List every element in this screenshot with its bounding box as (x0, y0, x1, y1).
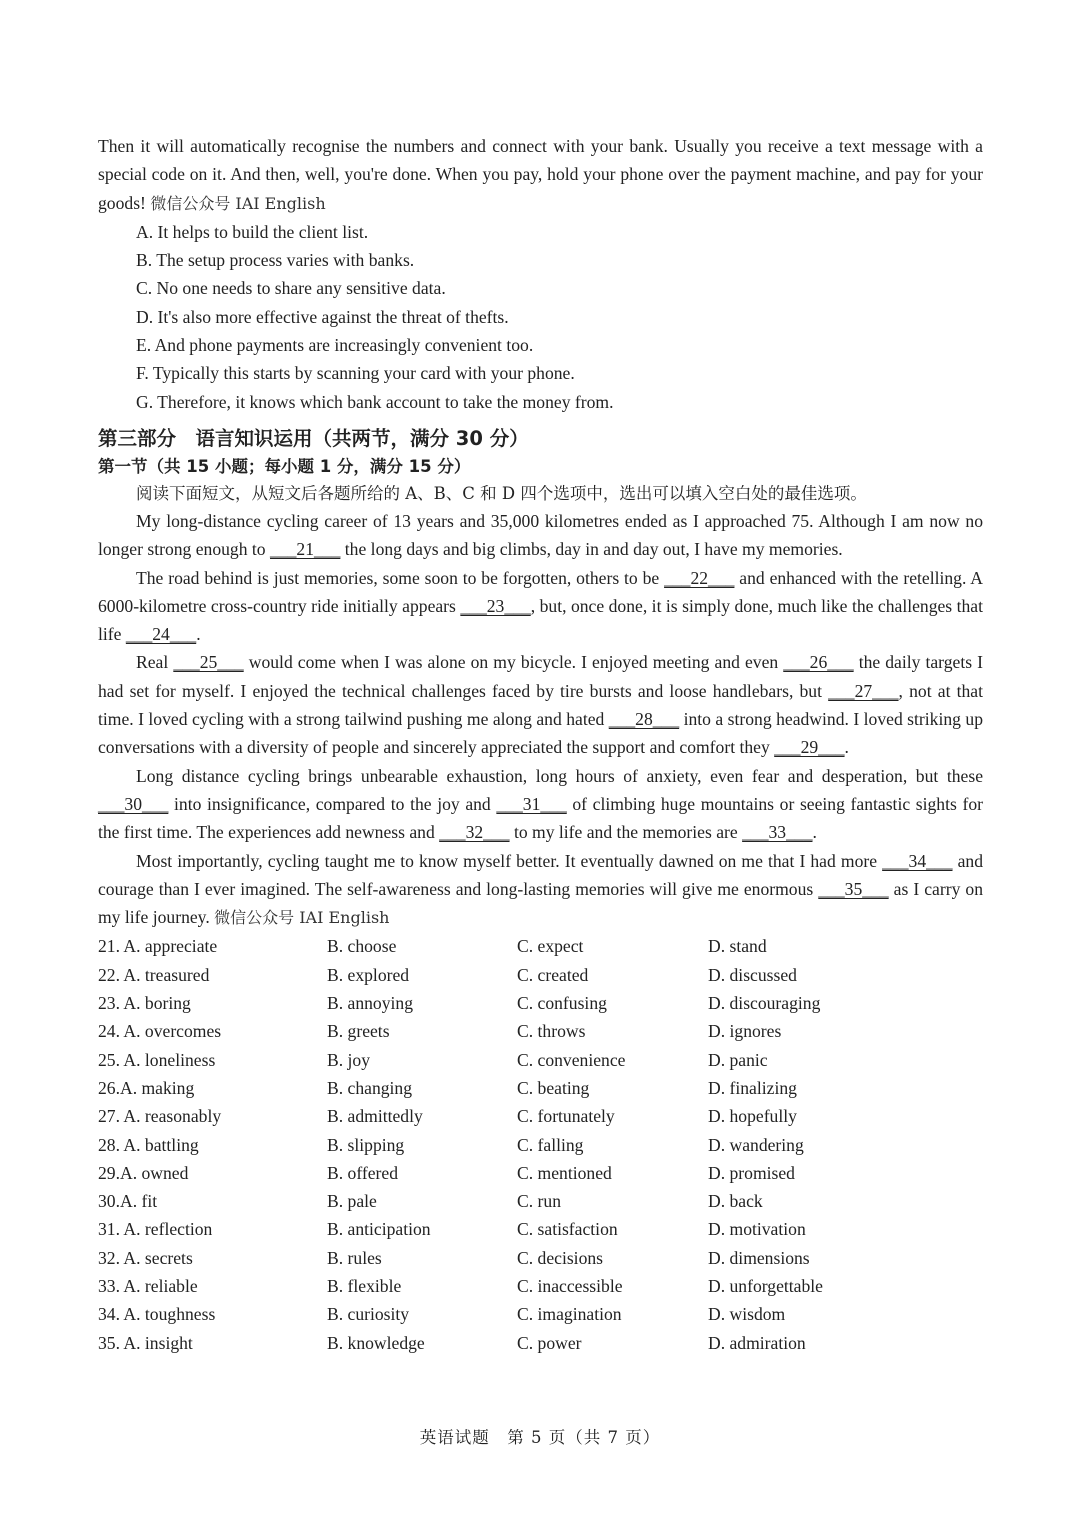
question-choice: D. finalizing (708, 1077, 797, 1098)
question-choice: C. convenience (517, 1049, 626, 1070)
question-row (98, 1244, 983, 1272)
question-row (98, 1102, 983, 1130)
question-choice: B. explored (327, 964, 410, 985)
options-list (98, 218, 983, 416)
instruction: 阅读下面短文，从短文后各题所给的 A、B、C 和 D 四个选项中，选出可以填入空白处的最佳选项。 (136, 483, 867, 503)
question-choice: D. admiration (708, 1332, 806, 1353)
question-row (98, 1017, 983, 1045)
question-choice: B. offered (327, 1162, 399, 1183)
question-row (98, 1300, 983, 1328)
blank-27: ___27___ (828, 680, 899, 701)
page-footer: 英语试题 第 5 页（共 7 页） (419, 1428, 661, 1447)
question-options-grid (98, 932, 983, 1356)
question-row (98, 1131, 983, 1159)
blank-28: ___28___ (608, 709, 680, 730)
question-choice: B. slipping (327, 1134, 405, 1155)
blank-35: ___35___ (818, 878, 889, 899)
question-choice: 24. A. overcomes (98, 1021, 222, 1042)
option-b: B. The setup process varies with banks. (136, 250, 415, 271)
question-row (98, 1074, 983, 1102)
question-choice: D. stand (708, 936, 767, 957)
question-choice: C. fortunately (517, 1106, 615, 1127)
question-row (98, 1329, 983, 1357)
blank-34: ___34___ (882, 850, 953, 871)
question-row (98, 961, 983, 989)
question-choice: B. pale (327, 1191, 377, 1212)
question-choice: C. decisions (517, 1247, 604, 1268)
passage-paragraph-2: The road behind is just memories, some soon to be forgotten, others to be ___22___ and enhanced with the retelling. A 6000-kilometre cross-country ride initially appears ___23___, but, once done, it is simply done, much like the challenges that life ___24___. (98, 567, 983, 645)
option-f: F. Typically this starts by scanning your card with your phone. (136, 363, 575, 384)
passage-paragraph-3: Real ___25___ would come when I was alone on my bicycle. I enjoyed meeting and even ___26___ the daily targets I had set for myself. I enjoyed the technical challenges faced by tire bursts and loose handlebars, but ___27___, not at that time. I loved cycling with a strong tailwind pushing me along and hated ___28___ into a strong headwind. I loved striking up conversations with a diversity of people and sincerely appreciated the support and comfort they ___29___. (98, 652, 984, 758)
question-choice: B. changing (327, 1077, 413, 1098)
question-choice: 30.A. fit (98, 1191, 158, 1212)
question-row (98, 1046, 983, 1074)
option-a: A. It helps to build the client list. (136, 221, 369, 242)
question-row (98, 1187, 983, 1215)
question-choice: B. anticipation (327, 1219, 431, 1240)
question-row (98, 1215, 983, 1243)
watermark: 微信公众号 IAI English (214, 908, 390, 928)
question-choice: C. confusing (517, 993, 607, 1014)
question-row (98, 989, 983, 1017)
question-choice: C. inaccessible (517, 1275, 623, 1296)
question-choice: D. back (708, 1191, 763, 1212)
question-choice: 31. A. reflection (98, 1219, 213, 1240)
passage-paragraph-1: My long-distance cycling career of 13 years and 35,000 kilometres ended as I approached 75. Although I am now no longer strong enough to ___21___ the long days and big climbs, day in and day out, I have my memories. (98, 510, 983, 560)
option-c: C. No one needs to share any sensitive data. (136, 278, 446, 299)
question-choice: C. power (517, 1332, 582, 1353)
blank-21: ___21___ (270, 539, 341, 560)
question-choice: C. created (517, 964, 589, 985)
question-choice: C. satisfaction (517, 1219, 618, 1240)
blank-31: ___31___ (496, 793, 567, 814)
question-row (98, 1272, 983, 1300)
question-choice: C. mentioned (517, 1162, 612, 1183)
question-choice: D. promised (708, 1162, 795, 1183)
question-choice: C. throws (517, 1021, 586, 1042)
question-choice: D. panic (708, 1049, 768, 1070)
blank-22: ___22___ (664, 567, 735, 588)
question-choice: 22. A. treasured (98, 964, 210, 985)
question-choice: C. expect (517, 936, 584, 957)
question-choice: B. knowledge (327, 1332, 425, 1353)
question-choice: B. curiosity (327, 1304, 410, 1325)
question-choice: C. falling (517, 1134, 584, 1155)
question-choice: D. discouraging (708, 993, 821, 1014)
option-e: E. And phone payments are increasingly convenient too. (136, 335, 534, 356)
question-choice: B. rules (327, 1247, 382, 1268)
page-content (98, 132, 983, 1357)
blank-26: ___26___ (783, 652, 854, 673)
question-choice: 21. A. appreciate (98, 936, 218, 957)
question-choice: D. wandering (708, 1134, 804, 1155)
passage-paragraph-5: Most importantly, cycling taught me to know myself better. It eventually dawned on me that I had more ___34___ and courage than I ever imagined. The self-awareness and long-lasting memories will give me enormous ___35___ as I carry on my life journey. 微信公众号 IAI English (98, 850, 983, 928)
question-row (98, 1159, 983, 1187)
cloze-passage (98, 507, 983, 932)
question-choice: D. unforgettable (708, 1275, 823, 1296)
question-choice: D. motivation (708, 1219, 806, 1240)
intro-text: Then it will automatically recognise the numbers and connect with your bank. Usually you receive a text message with a special code on it. And then, well, you're done. When you pay, hold your phone over the payment machine, and pay for your goods! (98, 136, 983, 213)
passage-paragraph-4: Long distance cycling brings unbearable exhaustion, long hours of anxiety, even fear and desperation, but these ___30___ into insignificance, compared to the joy and ___31___ of climbing huge mountains or seeing fantastic sights for the first time. The experiences add newness and ___32___ to my life and the memories are ___33___. (98, 765, 983, 843)
question-choice: 29.A. owned (98, 1162, 189, 1183)
question-choice: B. joy (327, 1049, 371, 1070)
blank-29: ___29___ (774, 737, 845, 758)
question-choice: C. run (517, 1191, 561, 1212)
question-choice: 32. A. secrets (98, 1247, 193, 1268)
question-choice: C. beating (517, 1077, 590, 1098)
question-choice: B. choose (327, 936, 397, 957)
question-choice: 25. A. loneliness (98, 1049, 216, 1070)
question-choice: B. annoying (327, 993, 414, 1014)
option-g: G. Therefore, it knows which bank account to take the money from. (136, 391, 614, 412)
question-choice: 28. A. battling (98, 1134, 199, 1155)
question-choice: B. admittedly (327, 1106, 423, 1127)
question-choice: 35. A. insight (98, 1332, 193, 1353)
question-choice: C. imagination (517, 1304, 622, 1325)
question-choice: 33. A. reliable (98, 1275, 198, 1296)
question-row (98, 932, 983, 960)
question-choice: D. wisdom (708, 1304, 786, 1325)
blank-30: ___30___ (98, 793, 169, 814)
question-choice: D. ignores (708, 1021, 782, 1042)
subsection-title: 第一节（共 15 小题；每小题 1 分，满分 15 分） (98, 456, 471, 476)
blank-32: ___32___ (439, 822, 510, 843)
question-choice: D. discussed (708, 964, 797, 985)
option-d: D. It's also more effective against the threat of thefts. (136, 306, 509, 327)
blank-25: ___25___ (173, 652, 244, 673)
question-choice: D. dimensions (708, 1247, 810, 1268)
question-choice: B. flexible (327, 1275, 402, 1296)
section-title: 第三部分 语言知识运用（共两节，满分 30 分） (98, 426, 529, 450)
question-choice: 27. A. reasonably (98, 1106, 222, 1127)
question-choice: 26.A. making (98, 1077, 195, 1098)
intro-paragraph (98, 132, 983, 218)
question-choice: 23. A. boring (98, 993, 191, 1014)
blank-33: ___33___ (742, 822, 813, 843)
blank-24: ___24___ (125, 624, 197, 645)
question-choice: D. hopefully (708, 1106, 797, 1127)
question-choice: 34. A. toughness (98, 1304, 216, 1325)
question-choice: B. greets (327, 1021, 390, 1042)
watermark: 微信公众号 IAI English (150, 193, 326, 213)
blank-23: ___23___ (460, 595, 531, 616)
